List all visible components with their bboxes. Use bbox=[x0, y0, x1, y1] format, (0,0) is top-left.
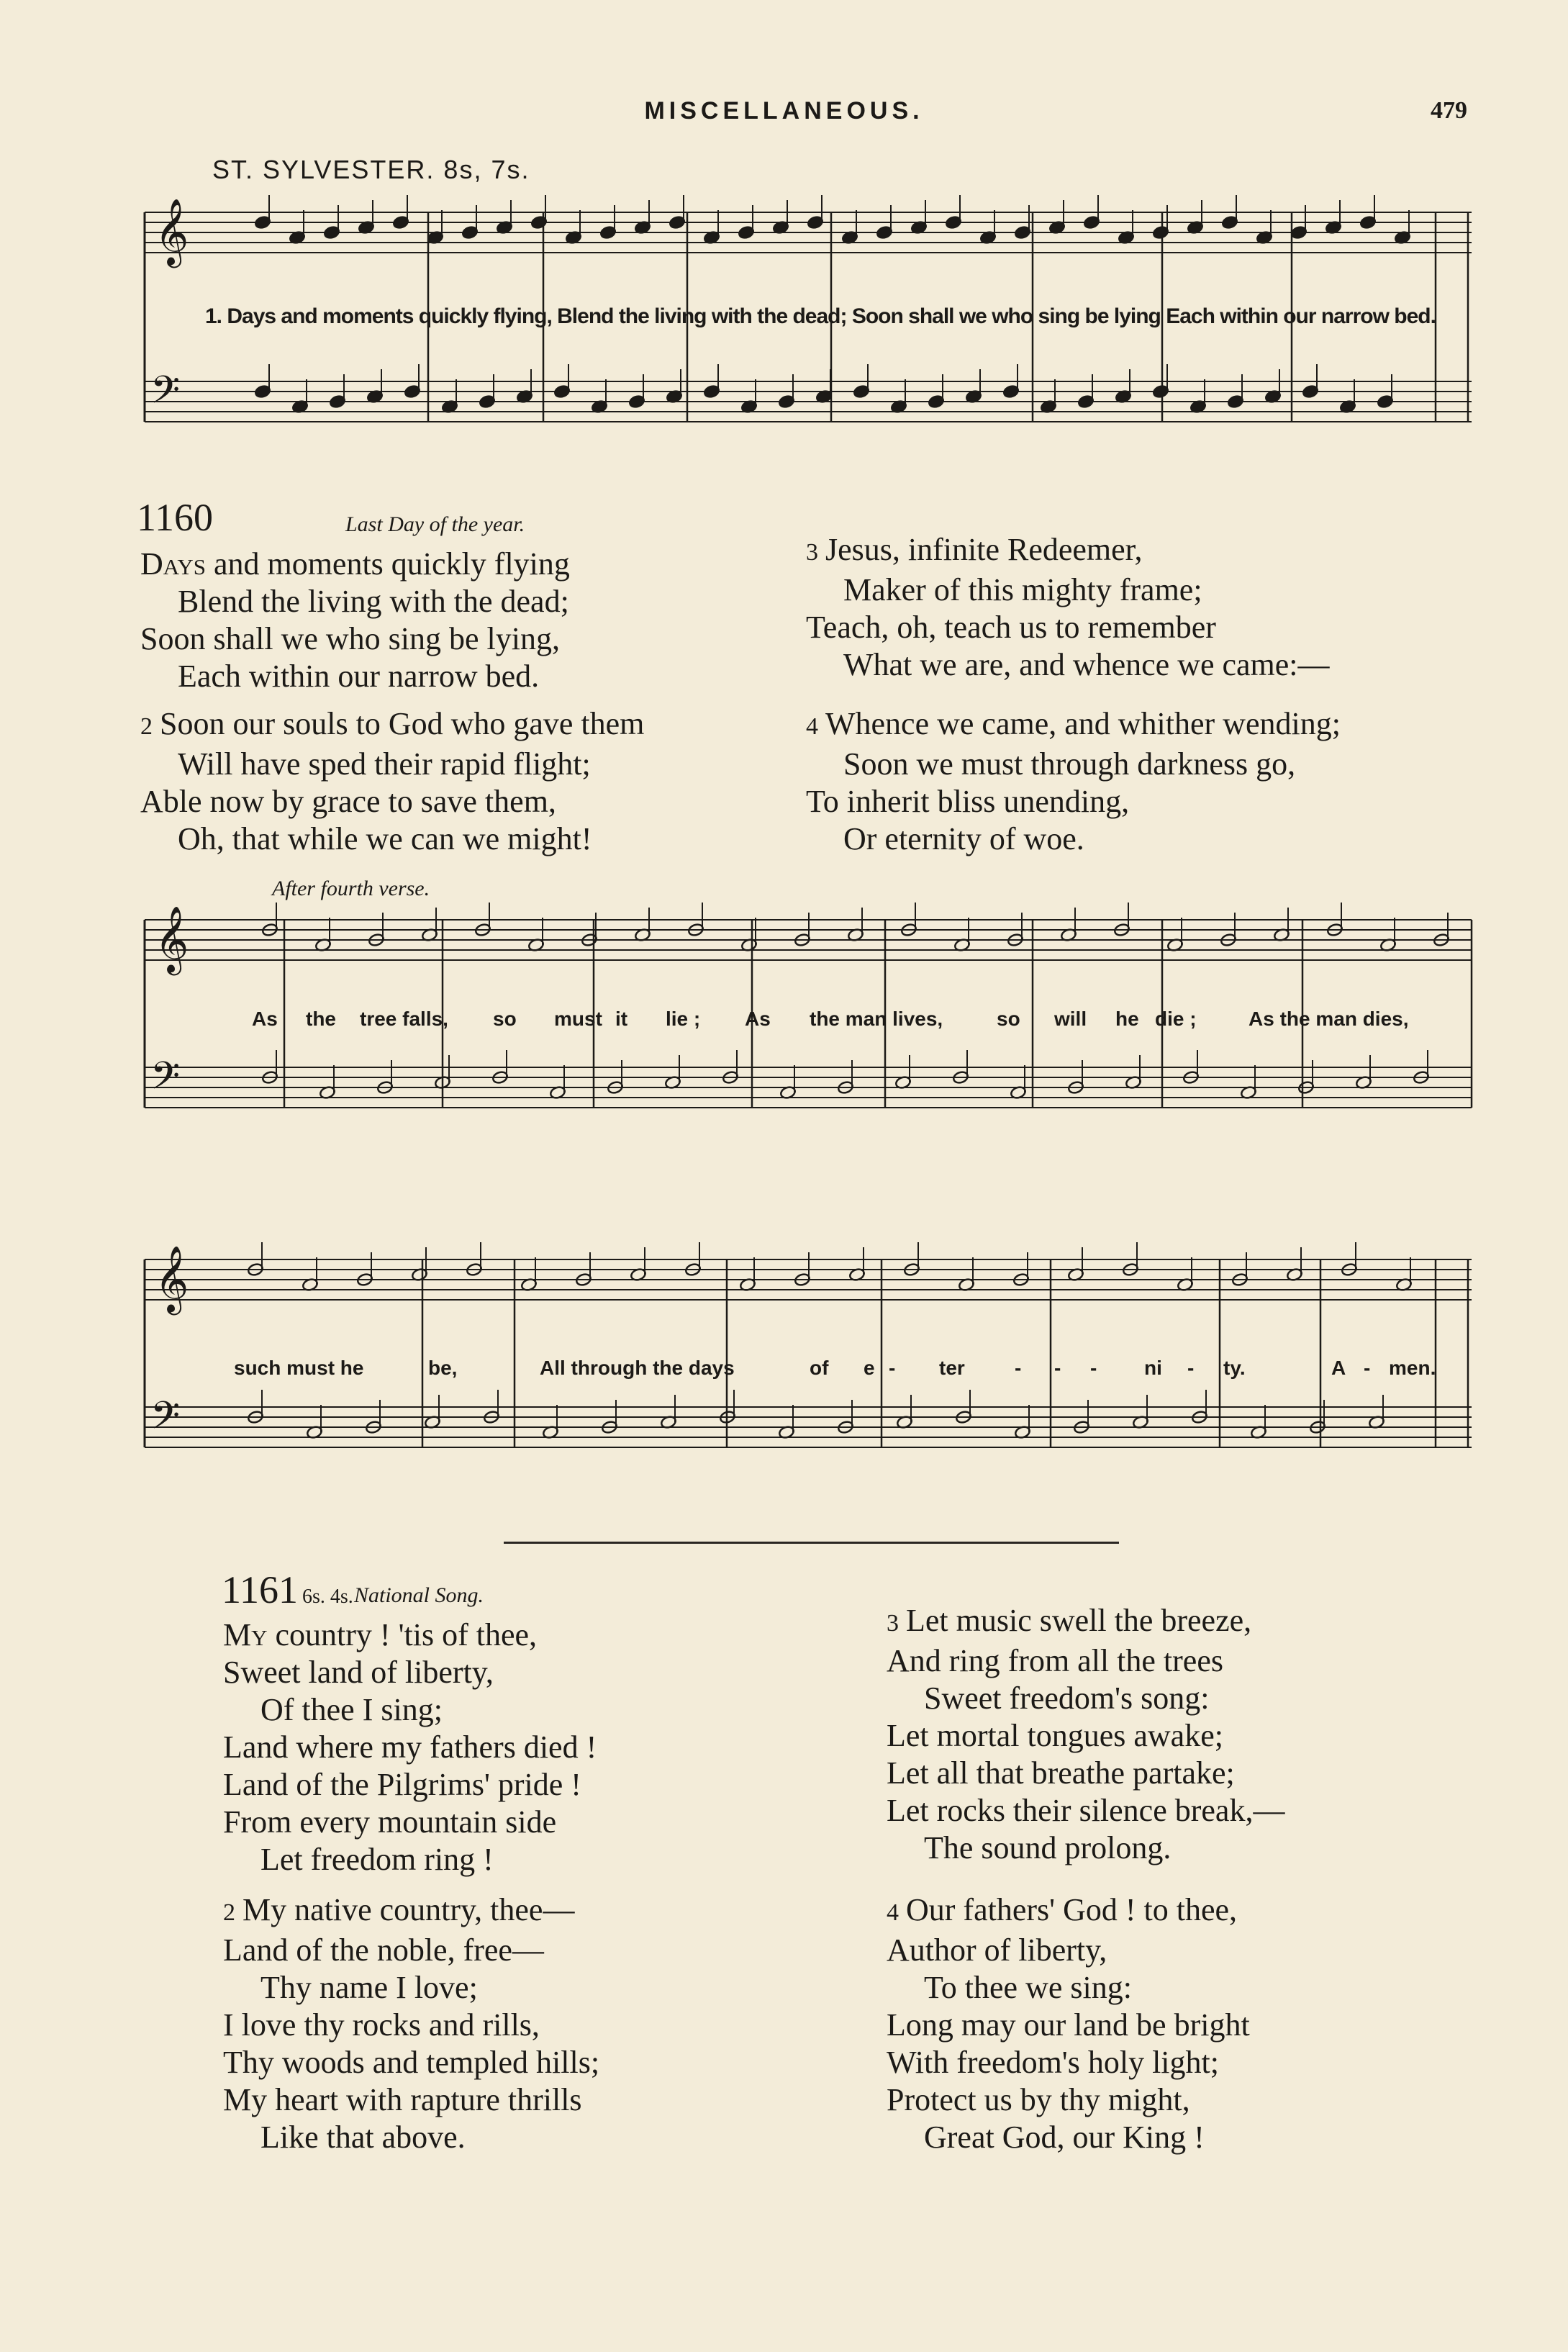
page-number: 479 bbox=[1431, 97, 1467, 124]
system-3-barlines bbox=[422, 1259, 1468, 1447]
lyric-syllable: so bbox=[493, 1008, 517, 1030]
lyric-syllable: he bbox=[1115, 1008, 1139, 1030]
lyric-syllable: e bbox=[864, 1357, 875, 1379]
lyric-syllable: A bbox=[1331, 1357, 1346, 1379]
bass-clef-icon: 𝄢 bbox=[150, 368, 181, 422]
treble-clef-icon: 𝄞 bbox=[155, 198, 189, 265]
lyric-syllable: tree falls, bbox=[360, 1008, 448, 1030]
hymn-1160-heading: Last Day of the year. bbox=[345, 512, 525, 536]
lyric-syllable: As bbox=[745, 1008, 771, 1030]
bass-clef-icon: 𝄢 bbox=[150, 1054, 181, 1108]
lyric-syllable: of bbox=[810, 1357, 829, 1379]
lyric-syllable: the man lives, bbox=[810, 1008, 943, 1030]
lyric-syllable: be, bbox=[428, 1357, 458, 1379]
hymn-1161-verse-4: 4 Our fathers' God ! to thee, Author of liberty, To thee we sing: Long may our land be bright With freedom's holy light; Protect us by thy might, Great God, our King ! bbox=[887, 1892, 1250, 2155]
hymn-number-1160: 1160 bbox=[137, 496, 213, 539]
lyric-syllable: the bbox=[306, 1008, 336, 1030]
verse-first-word: My bbox=[223, 1617, 268, 1652]
lyric-syllable: must bbox=[554, 1008, 602, 1030]
lyric-syllable: lie ; bbox=[666, 1008, 701, 1030]
treble-staff bbox=[145, 212, 1472, 253]
tune-name: ST. SYLVESTER. 8s, 7s. bbox=[212, 155, 530, 184]
bass-staff bbox=[145, 1407, 1472, 1447]
hymn-1161-verse-1: My country ! 'tis of thee, Sweet land of liberty, Of thee I sing; Land where my fathers died ! Land of the Pilgrims' pride ! From every mountain side Let freedom ring ! bbox=[223, 1617, 597, 1877]
lyric-syllable: will bbox=[1054, 1008, 1087, 1030]
hymn-1161-meter: 6s. 4s. bbox=[302, 1586, 353, 1608]
bass-staff bbox=[145, 1067, 1472, 1108]
system-2-bass-notes bbox=[261, 1050, 1430, 1100]
hymn-1161-heading: National Song. bbox=[354, 1583, 484, 1607]
lyric-syllable: ni bbox=[1144, 1357, 1162, 1379]
music-system-1 bbox=[140, 191, 1475, 479]
hymn-1160-verse-4: 4 Whence we came, and whither wending; Soon we must through darkness go, To inherit bliss unending, Or eternity of woe. bbox=[806, 706, 1341, 856]
bass-clef-icon: 𝄢 bbox=[150, 1394, 181, 1447]
lyric-syllable: it bbox=[615, 1008, 628, 1030]
lyric-syllable: - bbox=[1015, 1357, 1022, 1379]
lyric-syllable: ter bbox=[939, 1357, 965, 1379]
music-system-3 bbox=[140, 1224, 1475, 1511]
lyric-syllable: die ; bbox=[1155, 1008, 1197, 1030]
after-fourth-verse-direction: After fourth verse. bbox=[272, 877, 430, 900]
lyric-syllable: - bbox=[1054, 1357, 1061, 1379]
system-3-bass-notes bbox=[247, 1390, 1385, 1439]
lyric-syllable: - bbox=[889, 1357, 896, 1379]
music-notation-system-2 bbox=[140, 898, 1475, 1186]
treble-clef-icon: 𝄞 bbox=[155, 905, 189, 972]
hymn-1161-verse-2: 2 My native country, thee— Land of the noble, free— Thy name I love; I love thy rocks and rills, Thy woods and templed hills; My heart with rapture thrills Like that above. bbox=[223, 1892, 600, 2155]
system-1-lyric: 1. Days and moments quickly flying, Blend the living with the dead; Soon shall we who sing be lying Each within our narrow bed. bbox=[205, 304, 1436, 328]
system-2-treble-notes bbox=[261, 903, 1450, 952]
music-notation-system-1 bbox=[140, 191, 1475, 479]
running-title: MISCELLANEOUS. bbox=[644, 97, 924, 125]
lyric-syllable: men. bbox=[1389, 1357, 1436, 1379]
hymn-1160-verse-2: 2 Soon our souls to God who gave them Will have sped their rapid flight; Able now by grace to save them, Oh, that while we can we might! bbox=[140, 706, 645, 856]
section-divider-rule bbox=[504, 1542, 1119, 1544]
lyric-syllable: such must he bbox=[234, 1357, 364, 1379]
lyric-syllable: - bbox=[1364, 1357, 1371, 1379]
treble-clef-icon: 𝄞 bbox=[155, 1245, 189, 1312]
lyric-syllable: As bbox=[252, 1008, 278, 1030]
lyric-syllable: so bbox=[997, 1008, 1020, 1030]
lyric-syllable: All through the days bbox=[540, 1357, 735, 1379]
system-1-bass-notes bbox=[254, 364, 1394, 414]
hymn-1160-verse-1: Days and moments quickly flying Blend the living with the dead; Soon shall we who sing be lying, Each within our narrow bed. bbox=[140, 546, 570, 694]
verse-first-word: Days bbox=[140, 546, 206, 582]
lyric-syllable: - bbox=[1090, 1357, 1097, 1379]
hymn-1161-verse-3: 3 Let music swell the breeze, And ring from all the trees Sweet freedom's song: Let mortal tongues awake; Let all that breathe partake; Let rocks their silence break,— The sound prolong. bbox=[887, 1603, 1285, 1865]
hymn-1160-verse-3: 3 Jesus, infinite Redeemer, Maker of this mighty frame; Teach, oh, teach us to remember What we are, and whence we came:— bbox=[806, 532, 1330, 682]
lyric-syllable: - bbox=[1187, 1357, 1195, 1379]
lyric-syllable: As the man dies, bbox=[1248, 1008, 1409, 1030]
hymn-number-1161: 1161 bbox=[222, 1568, 298, 1611]
music-system-2 bbox=[140, 898, 1475, 1186]
lyric-syllable: ty. bbox=[1223, 1357, 1246, 1379]
